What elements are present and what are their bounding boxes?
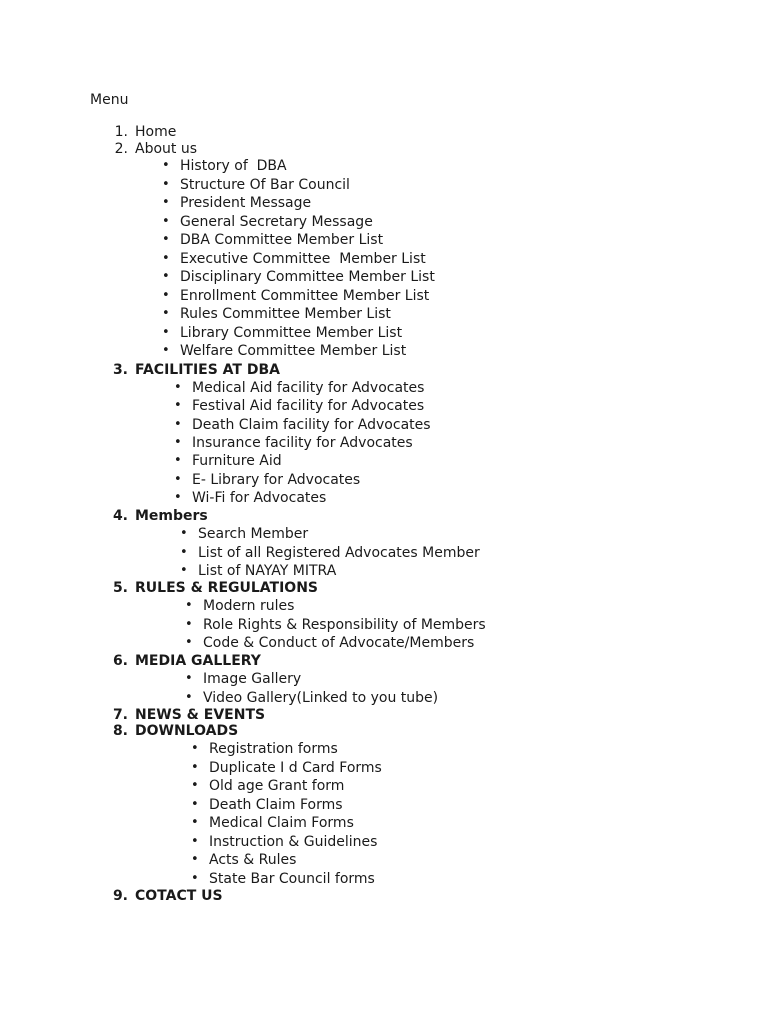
submenu-item-label: Old age Grant form: [209, 778, 345, 794]
bullet-icon: •: [174, 398, 182, 414]
menu-item-number: 2.: [114, 141, 128, 157]
bullet-icon: •: [174, 471, 182, 487]
submenu-item-label: Role Rights & Responsibility of Members: [203, 616, 486, 633]
bullet-icon: •: [174, 453, 182, 469]
page-title: Menu: [90, 92, 129, 108]
bullet-icon: •: [162, 195, 170, 210]
menu-item-number: 3.: [112, 362, 128, 378]
submenu-item-label: Library Committee Member List: [180, 324, 403, 341]
submenu-item-label: Video Gallery(Linked to you tube): [203, 689, 439, 706]
submenu-item-label: Furniture Aid: [192, 453, 282, 470]
menu-item-number: 5.: [112, 580, 128, 596]
submenu-item-label: President Message: [180, 195, 312, 211]
submenu-item-label: Disciplinary Committee Member List: [180, 269, 435, 285]
bullet-icon: •: [162, 158, 170, 173]
menu-item-number: 1.: [114, 124, 128, 140]
submenu-item-label: Enrollment Committee Member List: [180, 287, 430, 304]
submenu-item-label: E- Library for Advocates: [192, 471, 361, 488]
submenu-item-label: Medical Claim Forms: [209, 815, 354, 831]
bullet-icon: •: [185, 598, 193, 613]
submenu-item-label: Duplicate I d Card Forms: [209, 759, 382, 776]
menu-item-number: 9.: [112, 888, 128, 904]
bullet-icon: •: [162, 343, 170, 358]
submenu-item-label: Insurance facility for Advocates: [192, 434, 413, 451]
bullet-icon: •: [174, 434, 182, 450]
bullet-icon: •: [191, 870, 199, 886]
bullet-icon: •: [191, 815, 199, 830]
submenu-item-label: Executive Committee Member List: [180, 250, 426, 267]
bullet-icon: •: [185, 616, 193, 632]
submenu-item-label: Rules Committee Member List: [180, 306, 391, 322]
submenu-item-label: Death Claim Forms: [209, 796, 343, 813]
bullet-icon: •: [191, 759, 199, 775]
submenu-item-label: Death Claim facility for Advocates: [192, 416, 431, 433]
bullet-icon: •: [162, 232, 170, 247]
bullet-icon: •: [191, 741, 199, 756]
bullet-icon: •: [162, 269, 170, 284]
menu-item-label: RULES & REGULATIONS: [135, 580, 319, 596]
bullet-icon: •: [180, 563, 188, 578]
menu-item-number: 8.: [112, 723, 128, 739]
menu-item-label: COTACT US: [135, 888, 223, 904]
submenu-item-label: Instruction & Guidelines: [209, 833, 378, 850]
submenu-item-label: State Bar Council forms: [209, 870, 375, 887]
submenu-item-label: DBA Committee Member List: [180, 232, 384, 248]
submenu-item-label: Festival Aid facility for Advocates: [192, 398, 425, 415]
bullet-icon: •: [191, 796, 199, 812]
menu-item-label: NEWS & EVENTS: [135, 707, 266, 723]
bullet-icon: •: [174, 489, 182, 505]
submenu-item-label: Image Gallery: [203, 671, 302, 687]
bullet-icon: •: [191, 833, 199, 849]
submenu-item-label: Search Member: [198, 526, 309, 542]
bullet-icon: •: [162, 250, 170, 266]
bullet-icon: •: [185, 635, 193, 650]
bullet-icon: •: [180, 526, 188, 541]
menu-item-label: Members: [135, 508, 208, 524]
submenu-item-label: Modern rules: [203, 598, 295, 614]
bullet-icon: •: [162, 176, 170, 192]
submenu-item-label: Wi-Fi for Advocates: [192, 489, 327, 506]
menu-item-label: Home: [135, 124, 177, 140]
submenu-item-label: Welfare Committee Member List: [180, 343, 407, 359]
bullet-icon: •: [174, 416, 182, 432]
bullet-icon: •: [191, 778, 199, 793]
bullet-icon: •: [191, 852, 199, 867]
submenu-item-label: Acts & Rules: [209, 852, 297, 868]
menu-item-label: DOWNLOADS: [135, 723, 239, 739]
bullet-icon: •: [162, 306, 170, 321]
submenu-item-label: History of DBA: [180, 158, 287, 174]
menu-item-label: MEDIA GALLERY: [135, 653, 261, 669]
bullet-icon: •: [162, 324, 170, 340]
menu-item-label: About us: [135, 141, 198, 157]
submenu-item-label: Structure Of Bar Council: [180, 176, 350, 193]
bullet-icon: •: [185, 671, 193, 686]
menu-item-number: 7.: [112, 707, 128, 723]
submenu-item-label: List of all Registered Advocates Member: [198, 544, 480, 561]
bullet-icon: •: [162, 287, 170, 303]
submenu-item-label: Code & Conduct of Advocate/Members: [203, 635, 475, 651]
submenu-item-label: Medical Aid facility for Advocates: [192, 380, 425, 396]
bullet-icon: •: [185, 689, 193, 705]
bullet-icon: •: [162, 213, 170, 229]
submenu-item-label: List of NAYAY MITRA: [198, 563, 337, 579]
menu-item-number: 6.: [112, 653, 128, 669]
bullet-icon: •: [180, 544, 188, 560]
submenu-item-label: Registration forms: [209, 741, 338, 757]
bullet-icon: •: [174, 380, 182, 395]
menu-item-number: 4.: [112, 508, 128, 524]
submenu-item-label: General Secretary Message: [180, 213, 373, 230]
menu-item-label: FACILITIES AT DBA: [135, 362, 280, 378]
